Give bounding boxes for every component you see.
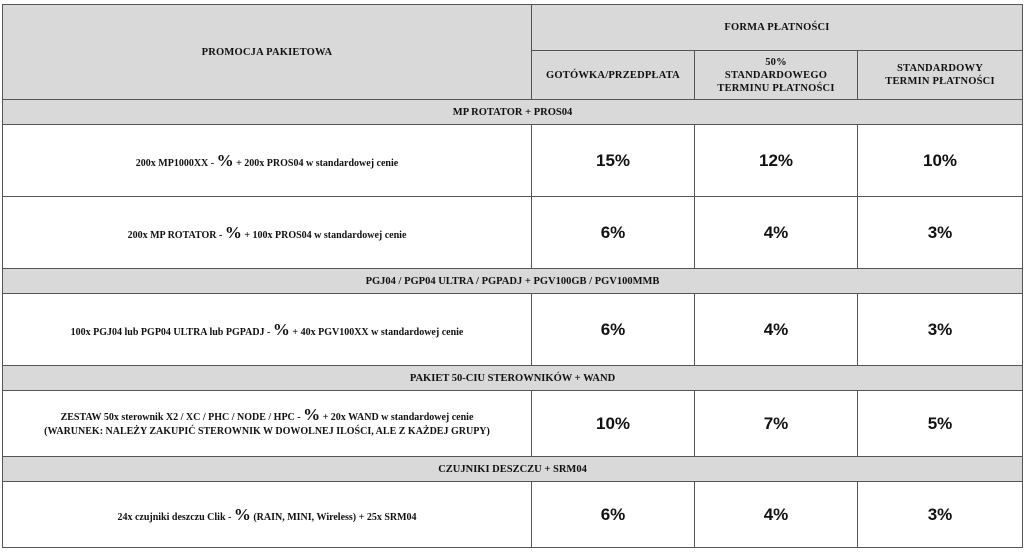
value-half-term: 4%	[695, 482, 858, 548]
header-payment-form: FORMA PŁATNOŚCI	[532, 5, 1023, 51]
value-cash: 15%	[532, 125, 695, 197]
row-description: 100x PGJ04 lub PGP04 ULTRA lub PGPADJ - % + 40x PGV100XX w standardowej cenie	[3, 294, 532, 366]
header-half-term-line2: STANDARDOWEGO	[724, 69, 828, 81]
table-row	[3, 391, 1023, 457]
group-title: PAKIET 50-CIU STEROWNIKÓW + WAND	[3, 366, 1023, 391]
table-row	[3, 482, 1023, 548]
value-cash: 6%	[532, 482, 695, 548]
table-row	[3, 125, 1023, 197]
table-row	[3, 197, 1023, 269]
value-half-term: 7%	[695, 391, 858, 457]
value-half-term: 4%	[695, 294, 858, 366]
row-description: 200x MP1000XX - % + 200x PROS04 w standardowej cenie	[3, 125, 532, 197]
header-standard-term-line2: TERMIN PŁATNOŚCI	[885, 76, 995, 87]
value-half-term: 12%	[695, 125, 858, 197]
value-standard-term: 5%	[858, 391, 1023, 457]
value-standard-term: 3%	[858, 482, 1023, 548]
group-title: CZUJNIKI DESZCZU + SRM04	[3, 457, 1023, 482]
value-cash: 6%	[532, 197, 695, 269]
value-standard-term: 3%	[858, 294, 1023, 366]
header-cash: GOTÓWKA/PRZEDPŁATA	[532, 51, 695, 100]
group-title: MP ROTATOR + PROS04	[3, 100, 1023, 125]
row-description: 24x czujniki deszczu Clik - % (RAIN, MINI, Wireless) + 25x SRM04	[3, 482, 532, 548]
value-cash: 10%	[532, 391, 695, 457]
header-promo: PROMOCJA PAKIETOWA	[3, 5, 532, 100]
header-half-term-line1: 50%	[765, 56, 787, 68]
value-half-term: 4%	[695, 197, 858, 269]
row-description: ZESTAW 50x sterownik X2 / XC / PHC / NODE / HPC - % + 20x WAND w standardowej cenie (WARUNEK: NALEŻY ZAKUPIĆ STEROWNIK W DOWOLNEJ ILOŚCI, ALE Z KAŻDEJ GRUPY)	[3, 391, 532, 457]
table-row	[3, 294, 1023, 366]
row-description: 200x MP ROTATOR - % + 100x PROS04 w standardowej cenie	[3, 197, 532, 269]
row-note: (WARUNEK: NALEŻY ZAKUPIĆ STEROWNIK W DOWOLNEJ ILOŚCI, ALE Z KAŻDEJ GRUPY)	[44, 426, 490, 437]
promotion-table	[2, 4, 1023, 548]
group-title: PGJ04 / PGP04 ULTRA / PGPADJ + PGV100GB / PGV100MMB	[3, 269, 1023, 294]
header-standard-term	[858, 51, 1023, 100]
header-standard-term-line1: STANDARDOWY	[897, 63, 984, 74]
header-half-term	[695, 51, 858, 100]
value-standard-term: 3%	[858, 197, 1023, 269]
value-cash: 6%	[532, 294, 695, 366]
value-standard-term: 10%	[858, 125, 1023, 197]
header-half-term-line3: TERMINU PŁATNOŚCI	[717, 82, 835, 94]
